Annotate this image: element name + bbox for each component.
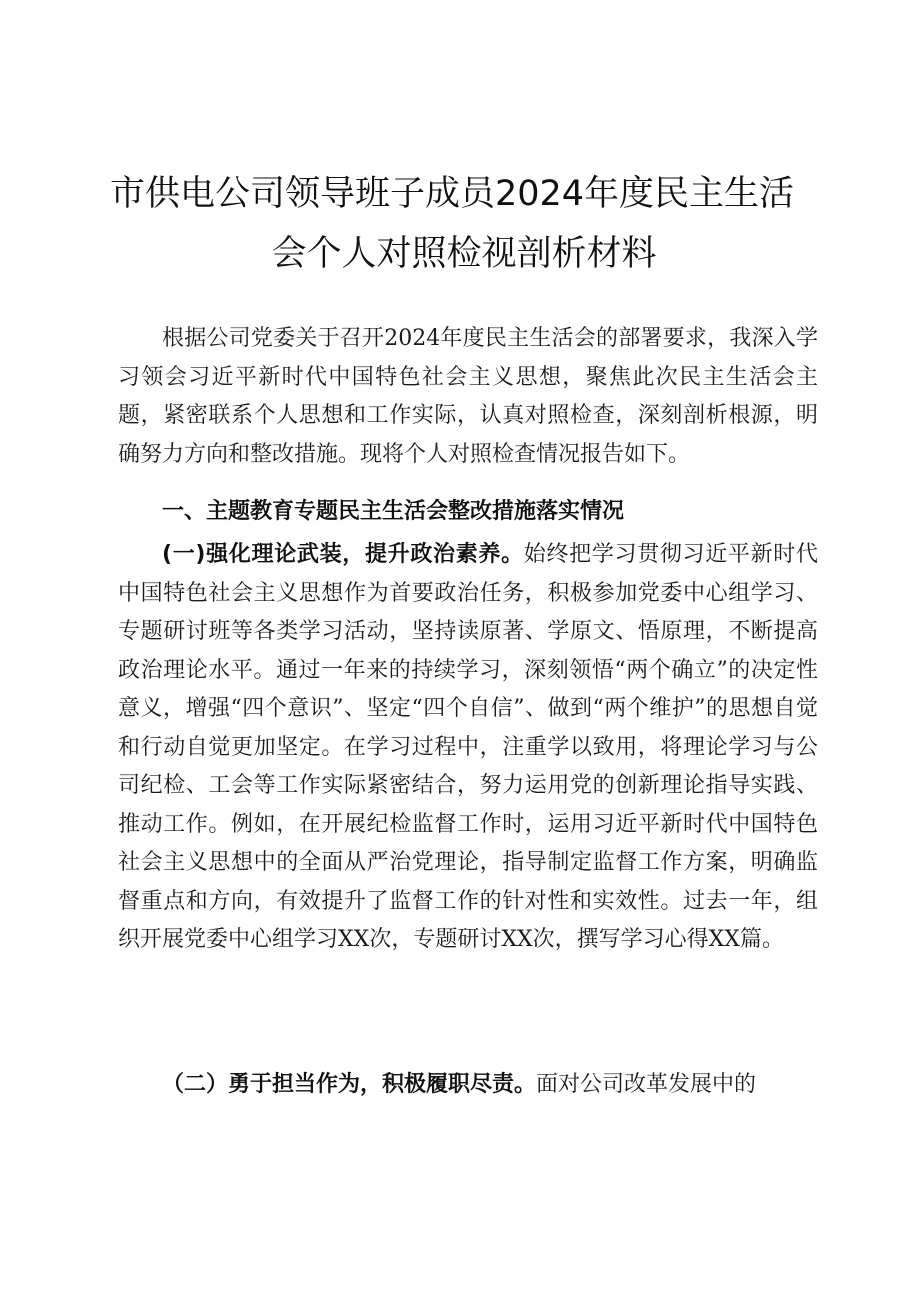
document-title-line-1: 市供电公司领导班子成员2024年度民主生活	[109, 174, 795, 214]
document-title-line-2: 会个人对照检视剖析材料	[271, 234, 657, 274]
item-2-text: 面对公司改革发展中的	[536, 1072, 757, 1097]
intro-paragraph: 根据公司党委关于召开2024年度民主生活会的部署要求，我深入学习领会习近平新时代中国特色社会主义思想，聚焦此次民主生活会主题，紧密联系个人思想和工作实际，认真对照检查，深刻剖析根源，明确努力方向和整改措施。现将个人对照检查情况报告如下。	[118, 326, 818, 467]
item-1-lead: (一)强化理论武装，提升政治素养。	[162, 542, 524, 567]
section-heading-1: 一、主题教育专题民主生活会整改措施落实情况	[162, 499, 625, 524]
item-1-text: 始终把学习贯彻习近平新时代中国特色社会主义思想作为首要政治任务，积极参加党委中心组学习、专题研讨班等各类学习活动，坚持读原著、学原文、悟原理，不断提高政治理论水平。通过一年来的持续学习，深刻领悟“两个确立”的决定性意义，增强“四个意识”、坚定“四个自信”、做到“两个维护”的思想自觉和行动自觉更加坚定。在学习过程中，注重学以致用，将理论学习与公司纪检、工会等工作实际紧密结合，努力运用党的创新理论指导实践、推动工作。例如，在开展纪检监督工作时，运用习近平新时代中国特色社会主义思想中的全面从严治党理论，指导制定监督工作方案，明确监督重点和方向，有效提升了监督工作的针对性和实效性。过去一年，组织开展党委中心组学习XX次，专题研讨XX次，撰写学习心得XX篇。	[118, 542, 818, 952]
item-2-paragraph	[118, 1066, 818, 1105]
item-2-lead: （二）勇于担当作为，积极履职尽责。	[162, 1072, 537, 1097]
item-1-paragraph	[118, 536, 818, 960]
